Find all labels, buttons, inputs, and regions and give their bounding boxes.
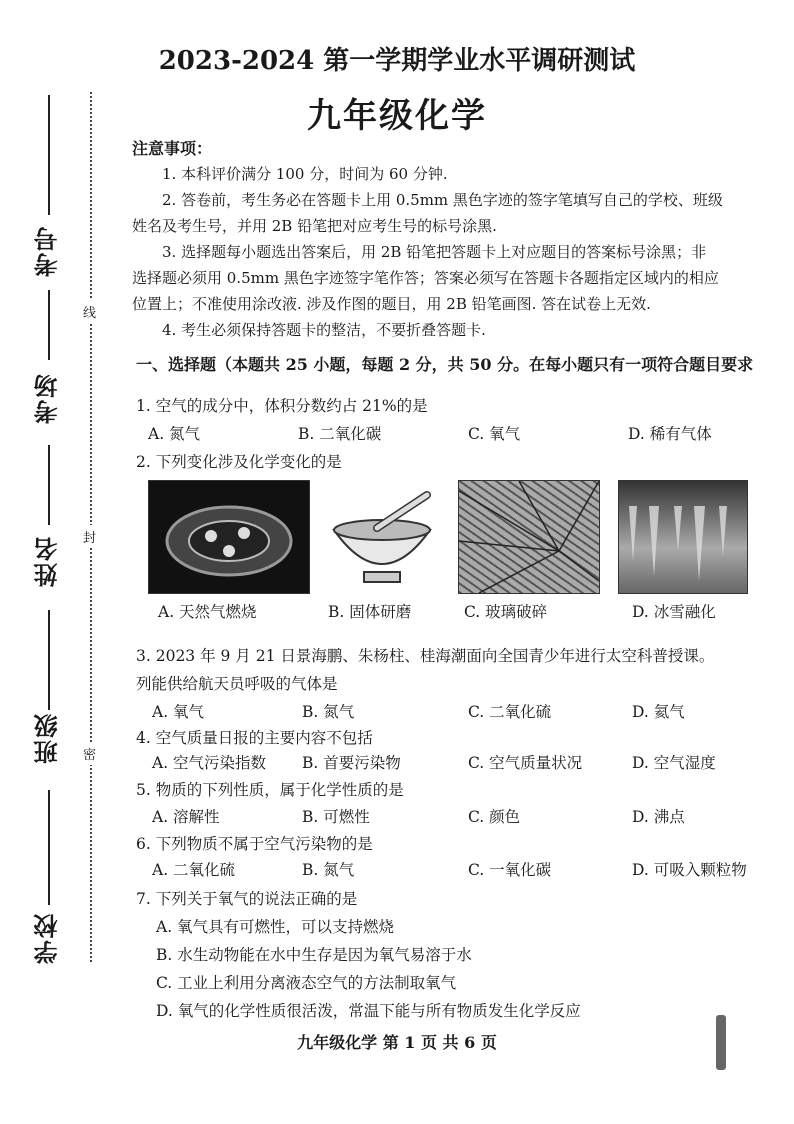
name-blank <box>48 445 50 525</box>
option-c: C. 工业上利用分离液态空气的方法制取氧气 <box>156 974 457 992</box>
mortar-pestle-image <box>322 480 442 592</box>
option-a: A. 天然气燃烧 <box>158 603 257 621</box>
question-stem: 3. 2023 年 9 月 21 日景海鹏、朱杨柱、桂海潮面向全国青少年进行太空科普授课。 <box>136 647 715 665</box>
seal-char-secret: 密 <box>83 742 96 765</box>
option-c: C. 二氧化硫 <box>468 703 552 721</box>
option-d: D. 空气湿度 <box>632 754 716 772</box>
broken-glass-image <box>458 480 600 594</box>
option-b: B. 固体研磨 <box>328 603 412 621</box>
option-a: A. 二氧化硫 <box>152 861 236 879</box>
melting-ice-image <box>618 480 748 594</box>
notice-heading: 注意事项： <box>132 139 213 158</box>
exam-room-blank-top <box>48 290 50 360</box>
field-exam-number-label: 考号 <box>33 225 62 277</box>
notice-line: 位置上；不准使用涂改液. 涉及作图的题目，用 2B 铅笔画图. 答在试卷上无效. <box>132 295 651 313</box>
school-blank <box>48 790 50 905</box>
option-d: D. 氧气的化学性质很活泼，常温下能与所有物质发生化学反应 <box>156 1002 581 1020</box>
question-stem: 2. 下列变化涉及化学变化的是 <box>136 453 342 471</box>
broken-glass-icon <box>459 481 599 593</box>
gas-burner-image <box>148 480 310 594</box>
question-stem: 7. 下列关于氧气的说法正确的是 <box>136 890 358 908</box>
option-a: A. 溶解性 <box>152 808 220 826</box>
option-d: D. 沸点 <box>632 808 685 826</box>
section-heading: 一、选择题（本题共 25 小题，每题 2 分，共 50 分。在每小题只有一项符合题目要求 <box>136 355 754 374</box>
mortar-pestle-icon <box>322 480 442 592</box>
exam-title: 2023-2024 第一学期学业水平调研测试 <box>158 46 636 76</box>
option-b: B. 首要污染物 <box>302 754 401 772</box>
subject-title: 九年级化学 <box>307 96 487 136</box>
question-stem: 5. 物质的下列性质，属于化学性质的是 <box>136 781 404 799</box>
option-c: C. 氧气 <box>468 425 521 443</box>
option-c: C. 玻璃破碎 <box>464 603 548 621</box>
option-d: D. 冰雪融化 <box>632 603 716 621</box>
scan-edge-mark <box>716 1015 726 1070</box>
notice-line: 1. 本科评价满分 100 分，时间为 60 分钟. <box>162 165 448 183</box>
option-c: C. 颜色 <box>468 808 521 826</box>
option-a: A. 氮气 <box>148 425 201 443</box>
option-a: A. 氧气 <box>152 703 205 721</box>
field-school-label: 学校 <box>33 912 62 964</box>
seal-char-seal: 封 <box>83 525 96 548</box>
option-b: B. 氮气 <box>302 703 355 721</box>
option-d: D. 可吸入颗粒物 <box>632 861 747 879</box>
option-b: B. 氮气 <box>302 861 355 879</box>
option-d: D. 稀有气体 <box>628 425 712 443</box>
notice-line: 2. 答卷前，考生务必在答题卡上用 0.5mm 黑色字迹的签字笔填写自己的学校、班级 <box>162 191 723 209</box>
notice-line: 3. 选择题每小题选出答案后，用 2B 铅笔把答题卡上对应题目的答案标号涂黑；非 <box>162 243 707 261</box>
option-c: C. 空气质量状况 <box>468 754 583 772</box>
option-a: A. 氧气具有可燃性，可以支持燃烧 <box>156 918 395 936</box>
option-c: C. 一氧化碳 <box>468 861 552 879</box>
icicle-icon <box>619 481 747 593</box>
option-b: B. 水生动物能在水中生存是因为氧气易溶于水 <box>156 946 472 964</box>
class-blank <box>48 610 50 710</box>
notice-line: 4. 考生必须保持答题卡的整洁，不要折叠答题卡. <box>162 321 486 339</box>
option-b: B. 可燃性 <box>302 808 370 826</box>
gas-burner-icon <box>149 481 309 593</box>
question-stem: 4. 空气质量日报的主要内容不包括 <box>136 729 373 747</box>
option-a: A. 空气污染指数 <box>152 754 267 772</box>
page-footer: 九年级化学 第 1 页 共 6 页 <box>297 1033 497 1052</box>
option-d: D. 氦气 <box>632 703 685 721</box>
field-exam-room-label: 考场 <box>33 372 62 424</box>
question-stem: 1. 空气的成分中，体积分数约占 21%的是 <box>136 397 428 415</box>
question-stem-continued: 列能供给航天员呼吸的气体是 <box>136 675 338 693</box>
notice-line: 选择题必须用 0.5mm 黑色字迹签字笔作答；答案必须写在答题卡各题指定区域内的相应 <box>132 269 719 287</box>
option-b: B. 二氧化碳 <box>298 425 382 443</box>
seal-char-line: 线 <box>83 300 96 323</box>
field-name-label: 姓名 <box>33 535 62 587</box>
field-class-label: 班级 <box>33 712 62 764</box>
question-stem: 6. 下列物质不属于空气污染物的是 <box>136 835 373 853</box>
notice-line: 姓名及考生号，并用 2B 铅笔把对应考生号的标号涂黑. <box>132 217 497 235</box>
